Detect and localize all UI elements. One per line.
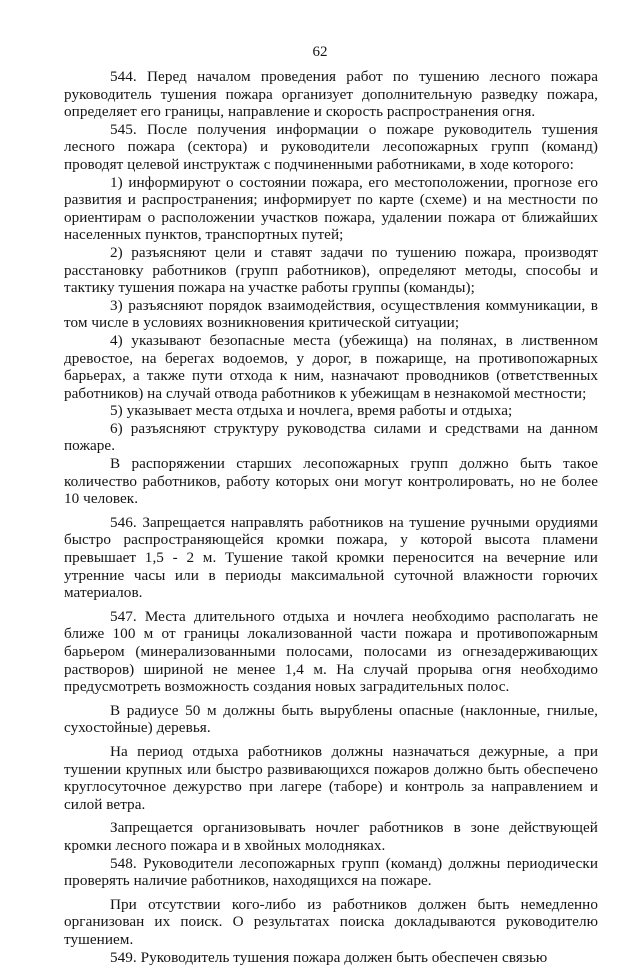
paragraph-549: 549. Руководитель тушения пожара должен быть обеспечен связью [64,949,598,966]
paragraph-544: 544. Перед началом проведения работ по тушению лесного пожара руководитель тушения пожара организует дополнительную разведку пожара, определяет его границы, направление и скорость распространения огня. [64,68,598,121]
paragraph-548: 548. Руководители лесопожарных групп (команд) должны периодически проверять наличие работников, находящихся на пожаре. [64,855,598,890]
paragraph-radius: В радиусе 50 м должны быть вырублены опасные (наклонные, гнилые, сухостойные) деревья. [64,702,598,737]
paragraph-duty: На период отдыха работников должны назначаться дежурные, а при тушении крупных или быстро развивающихся пожаров должно быть обеспечено круглосуточное дежурство при лагере (таборе) и контроль за направлением и силой ветра. [64,743,598,813]
list-item-6: 6) разъясняют структуру руководства силами и средствами на данном пожаре. [64,420,598,455]
paragraph-prohibition: Запрещается организовывать ночлег работников в зоне действующей кромки лесного пожара и в хвойных молодняках. [64,819,598,854]
list-item-1: 1) информируют о состоянии пожара, его местоположении, прогнозе его развития и распространения; информирует по карте (схеме) и на местности по ориентирам о расположении участков пожара, удалении пожара от ближайших населенных пунктов, транспортных путей; [64,174,598,244]
list-item-2: 2) разъясняют цели и ставят задачи по тушению пожара, производят расстановку работников (групп работников), определяют методы, способы и тактику тушения пожара на участке работы группы (команды); [64,244,598,297]
paragraph-545: 545. После получения информации о пожаре руководитель тушения лесного пожара (сектора) и руководители лесопожарных групп (команд) проводят целевой инструктаж с подчиненными работниками, в ходе которого: [64,121,598,174]
page-number: 62 [0,44,640,61]
paragraph-547: 547. Места длительного отдыха и ночлега необходимо располагать не ближе 100 м от границы локализованной части пожара и противопожарным барьером (минерализованными полосами, полосами из огнезадерживающих растворов) шириной не менее 1,4 м. На случай прорыва огня необходимо предусмотреть возможность создания новых заградительных полос. [64,608,598,696]
list-item-3: 3) разъясняют порядок взаимодействия, осуществления коммуникации, в том числе в условиях возникновения критической ситуации; [64,297,598,332]
paragraph-search: При отсутствии кого-либо из работников должен быть немедленно организован их поиск. О результатах поиска докладываются руководителю тушением. [64,896,598,949]
list-item-4: 4) указывают безопасные места (убежища) на полянах, в лиственном древостое, на берегах водоемов, у дорог, в пожарище, на противопожарных барьерах, а также пути отхода к ним, назначают проводников (ответственных работников) на случай отвода работников к убежищам в незнакомой местности; [64,332,598,402]
list-item-5: 5) указывает места отдыха и ночлега, время работы и отдыха; [64,402,598,420]
paragraph-546: 546. Запрещается направлять работников на тушение ручными орудиями быстро распространяющейся кромки пожара, у которой высота пламени превышает 1,5 - 2 м. Тушение такой кромки переносится на вечерние или утренние часы или в периоды максимальной суточной влажности горючих материалов. [64,514,598,602]
paragraph-senior-groups: В распоряжении старших лесопожарных групп должно быть такое количество работников, работу которых они могут контролировать, но не более 10 человек. [64,455,598,508]
document-body [64,68,598,966]
